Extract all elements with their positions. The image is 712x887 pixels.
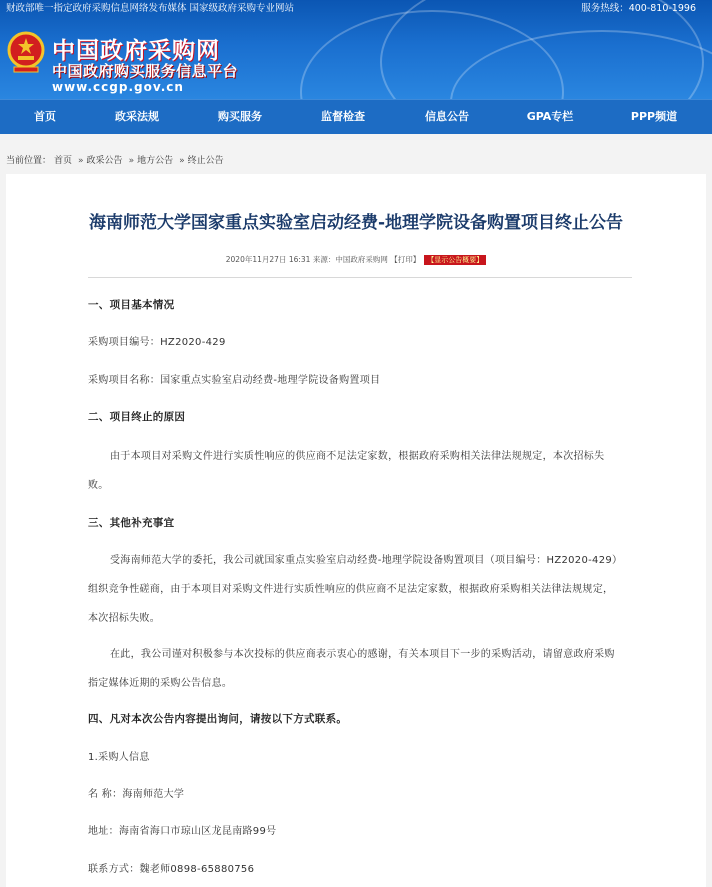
breadcrumb-label: 当前位置：: [6, 156, 52, 166]
article-card: [6, 174, 706, 887]
main-nav: [0, 99, 712, 134]
section-heading: 一、项目基本情况: [88, 299, 175, 311]
breadcrumb-separator: »: [128, 156, 135, 166]
breadcrumb-link-announcements[interactable]: 政采公告: [86, 156, 123, 166]
article-date-source: 2020年11月27日 16:31 来源：中国政府采购网 【打印】: [225, 255, 421, 264]
breadcrumb-separator: »: [179, 156, 185, 166]
divider: [88, 277, 632, 278]
termination-reason: 由于本项目对采购文件进行实质性响应的供应商不足法定家数，根据政府采购相关法律法规规定，本次招标失败。: [88, 451, 605, 491]
supplement-paragraph: 受海南师范大学的委托，我公司就国家重点实验室启动经费-地理学院设备购置项目（项目编号：HZ2020-429）组织竞争性磋商，由于本项目对采购文件进行实质性响应的供应商不足法定家数，根据政府采购相关法律法规规定，本次招标失败。: [88, 555, 618, 624]
article-title: 海南师范大学国家重点实验室启动经费-地理学院设备购置项目终止公告: [88, 213, 624, 233]
nav-item-home[interactable]: 首页: [34, 110, 56, 123]
national-emblem-icon: [6, 30, 46, 74]
breadcrumb-link-termination[interactable]: 终止公告: [187, 156, 224, 166]
nav-item-announcements[interactable]: 信息公告: [425, 110, 469, 123]
site-banner: [0, 0, 712, 99]
breadcrumb-link-local[interactable]: 地方公告: [137, 156, 174, 166]
nav-item-gpa[interactable]: GPA专栏: [526, 110, 574, 123]
service-hotline: 服务热线：400-810-1996: [581, 3, 696, 14]
show-summary-button[interactable]: 【显示公告概要】: [424, 255, 486, 265]
breadcrumb-link-home[interactable]: 首页: [54, 156, 73, 166]
purchaser-address: 地址：海南省海口市琼山区龙昆南路99号: [88, 826, 277, 837]
project-name: 采购项目名称：国家重点实验室启动经费-地理学院设备购置项目: [88, 375, 381, 386]
site-url: www.ccgp.gov.cn: [52, 80, 184, 94]
section-heading: 三、其他补充事宜: [88, 517, 175, 529]
supplement-paragraph: 在此，我公司谨对积极参与本次投标的供应商表示衷心的感谢，有关本项目下一步的采购活动，请留意政府采购指定媒体近期的采购公告信息。: [88, 649, 615, 689]
purchaser-info-heading: 1.采购人信息: [88, 752, 150, 763]
section-heading: 二、项目终止的原因: [88, 411, 186, 423]
purchaser-name: 名 称：海南师范大学: [88, 789, 185, 800]
site-logo-title[interactable]: 中国政府采购网: [52, 38, 220, 64]
nav-item-supervision[interactable]: 监督检查: [321, 110, 365, 123]
purchaser-contact: 联系方式：魏老师0898-65880756: [88, 864, 255, 875]
breadcrumb: [6, 153, 227, 166]
section-heading: 四、凡对本次公告内容提出询问，请按以下方式联系。: [88, 713, 348, 725]
nav-item-purchase-services[interactable]: 购买服务: [218, 110, 262, 123]
nav-item-ppp[interactable]: PPP频道: [630, 110, 678, 123]
article-meta: [6, 254, 706, 265]
nav-item-regulations[interactable]: 政采法规: [115, 110, 159, 123]
project-number: 采购项目编号：HZ2020-429: [88, 337, 226, 348]
breadcrumb-separator: »: [78, 156, 84, 166]
site-logo-subtitle: 中国政府购买服务信息平台: [52, 62, 239, 80]
site-tagline: 财政部唯一指定政府采购信息网络发布媒体 国家级政府采购专业网站: [6, 3, 295, 14]
